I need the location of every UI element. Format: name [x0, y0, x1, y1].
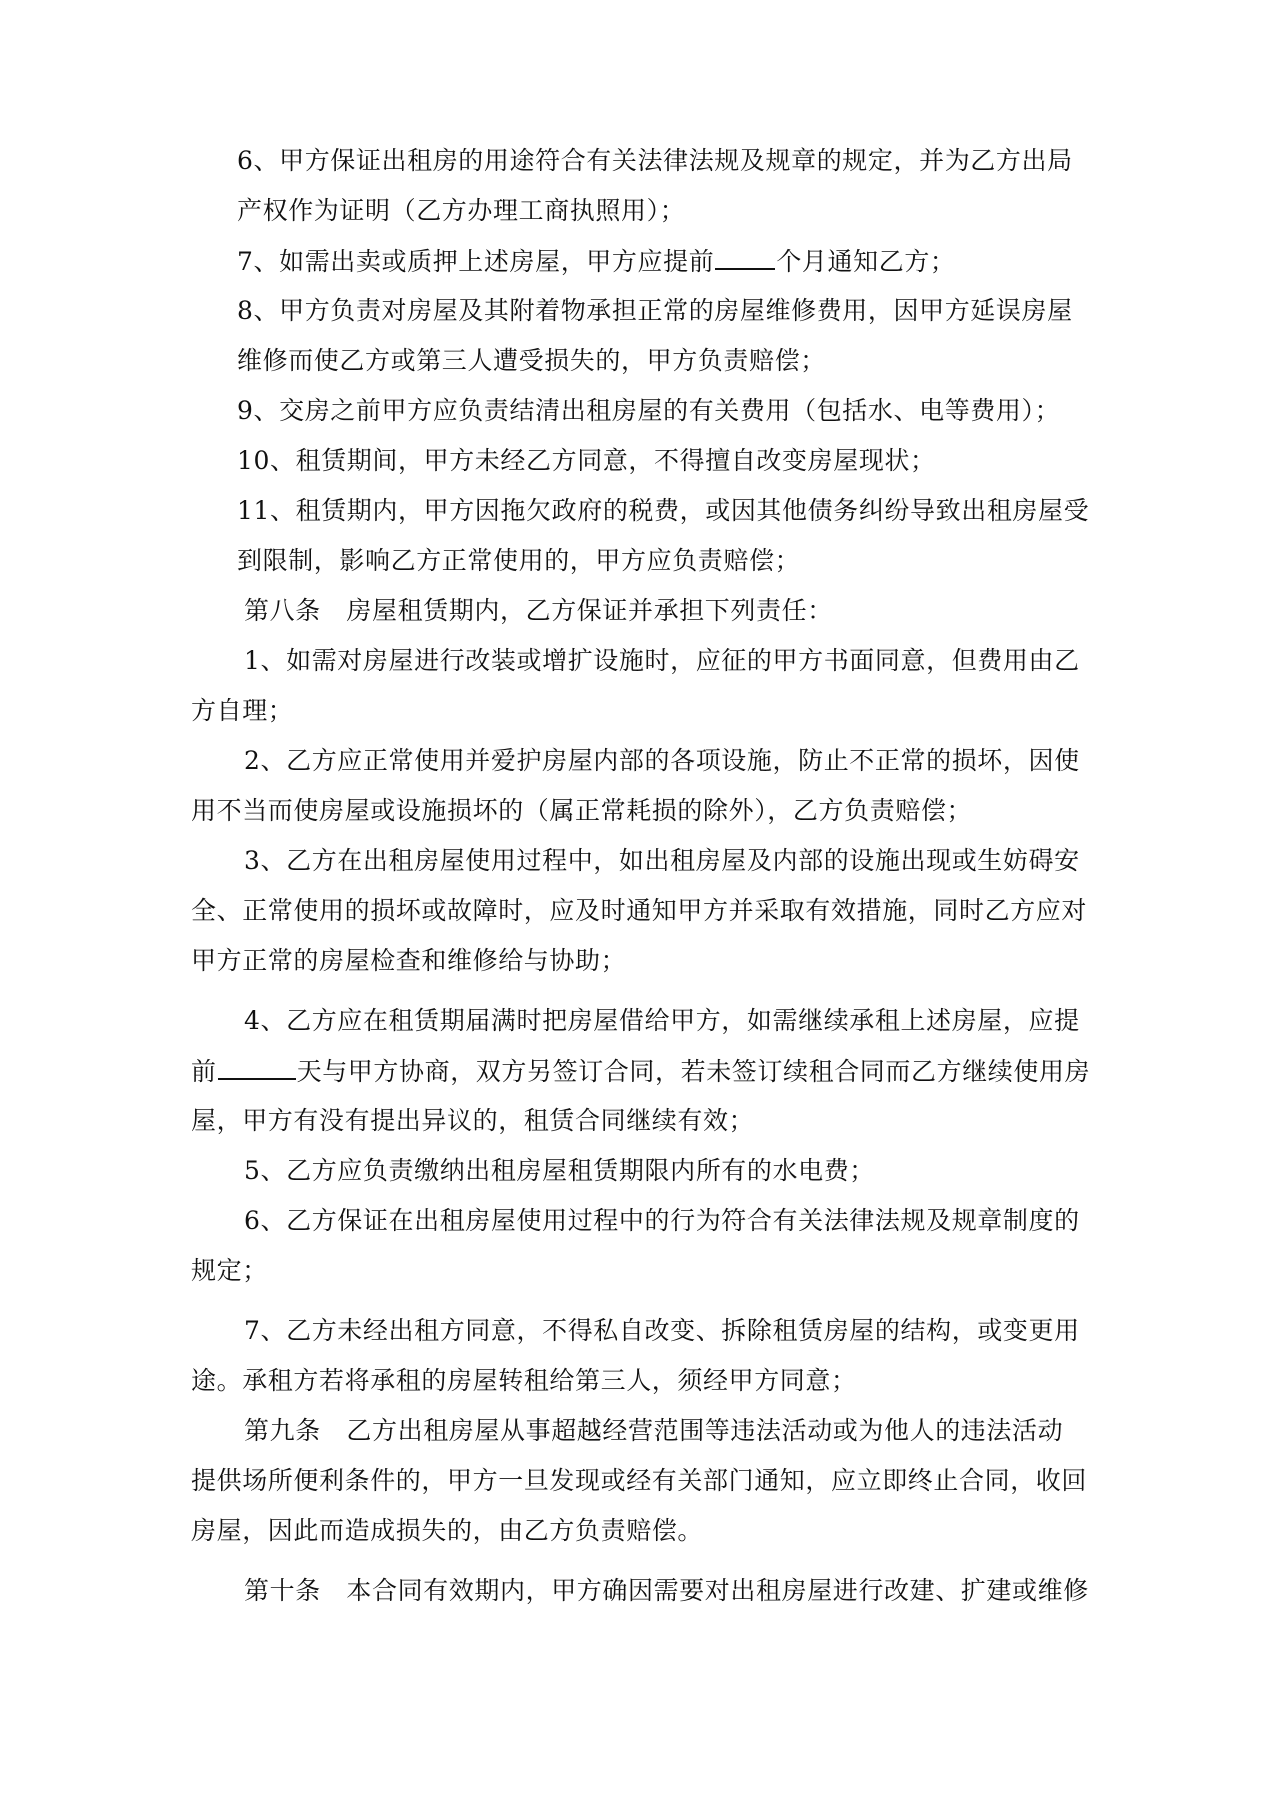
- text-line: [237, 146, 1073, 176]
- text-line-content: 8、甲方负责对房屋及其附着物承担正常的房屋维修费用，因甲方延误房屋: [237, 296, 1073, 325]
- text-line-content: 途。承租方若将承租的房屋转租给第三人，须经甲方同意；: [191, 1366, 857, 1395]
- text-line-content: 第八条 房屋租赁期内，乙方保证并承担下列责任：: [244, 596, 833, 625]
- text-line-content: 9、交房之前甲方应负责结清出租房屋的有关费用（包括水、电等费用）；: [237, 396, 1061, 425]
- text-line: [244, 1156, 875, 1186]
- text-line: [244, 846, 1080, 876]
- text-line-content: 10、租赁期间，甲方未经乙方同意，不得擅自改变房屋现状；: [237, 446, 936, 475]
- text-line: [191, 1056, 1090, 1087]
- text-line-content: 11、租赁期内，甲方因拖欠政府的税费，或因其他债务纠纷导致出租房屋受: [237, 496, 1090, 525]
- text-line-content: 2、乙方应正常使用并爱护房屋内部的各项设施，防止不正常的损坏，因使: [244, 746, 1080, 775]
- text-line: [191, 1106, 754, 1136]
- text-line: [237, 446, 936, 476]
- text-line: [244, 1006, 1080, 1036]
- text-line-content: 第九条 乙方出租房屋从事超越经营范围等违法活动或为他人的违法活动: [244, 1416, 1064, 1445]
- text-line-content: 7、乙方未经出租方同意，不得私自改变、拆除租赁房屋的结构，或变更用: [244, 1316, 1080, 1345]
- text-line: [191, 796, 972, 826]
- text-line-content: 房屋，因此而造成损失的，由乙方负责赔偿。: [191, 1516, 704, 1545]
- text-line: [237, 196, 685, 226]
- text-line-content: 产权作为证明（乙方办理工商执照用）；: [237, 196, 686, 225]
- article-heading-10: [244, 1576, 1089, 1606]
- text-line-content: 3、乙方在出租房屋使用过程中，如出租房屋及内部的设施出现或生妨碍安: [244, 846, 1080, 875]
- text-line: [191, 1256, 268, 1286]
- text-line-content: 屋，甲方有没有提出异议的，租赁合同继续有效；: [191, 1106, 755, 1135]
- text-line-content: 5、乙方应负责缴纳出租房屋租赁期限内所有的水电费；: [244, 1156, 875, 1185]
- article-heading-8: [244, 596, 833, 626]
- article-heading-9: [244, 1416, 1063, 1446]
- text-line: [191, 696, 293, 726]
- text-line: [191, 946, 626, 976]
- text-line-content: 甲方正常的房屋检查和维修给与协助；: [191, 946, 627, 975]
- text-line: [237, 346, 826, 376]
- text-line-content: 维修而使乙方或第三人遭受损失的，甲方负责赔偿；: [237, 346, 826, 375]
- text-line: [191, 1466, 1087, 1496]
- text-line-content: 全、正常使用的损坏或故障时，应及时通知甲方并采取有效措施，同时乙方应对: [191, 896, 1088, 925]
- text-line: [244, 1316, 1080, 1346]
- blank-underline: [218, 1056, 296, 1080]
- text-line: [237, 296, 1073, 326]
- text-line: [237, 246, 956, 277]
- text-line-content: 用不当而使房屋或设施损坏的（属正常耗损的除外），乙方负责赔偿；: [191, 796, 973, 825]
- text-line: [237, 546, 800, 576]
- text-line-content: 规定；: [191, 1256, 268, 1285]
- text-line-content: 6、甲方保证出租房的用途符合有关法律法规及规章的规定，并为乙方出局: [237, 146, 1073, 175]
- text-line-content: 6、乙方保证在出租房屋使用过程中的行为符合有关法律法规及规章制度的: [244, 1206, 1080, 1235]
- text-line-content: 前: [191, 1057, 217, 1086]
- text-line: [191, 1366, 857, 1396]
- text-line: [191, 1516, 703, 1546]
- text-line-content: 4、乙方应在租赁期届满时把房屋借给甲方，如需继续承租上述房屋，应提: [244, 1006, 1080, 1035]
- text-line-content: 个月通知乙方；: [776, 247, 956, 276]
- text-line: [244, 646, 1080, 676]
- text-line: [191, 896, 1087, 926]
- text-line: [237, 396, 1060, 426]
- text-line-content: 方自理；: [191, 696, 294, 725]
- text-line-content: 7、如需出卖或质押上述房屋，甲方应提前: [237, 247, 715, 276]
- text-line: [244, 1206, 1080, 1236]
- text-line-content: 第十条 本合同有效期内，甲方确因需要对出租房屋进行改建、扩建或维修: [244, 1576, 1089, 1605]
- text-line-content: 到限制，影响乙方正常使用的，甲方应负责赔偿；: [237, 546, 801, 575]
- text-line: [237, 496, 1089, 526]
- text-line-content: 提供场所便利条件的，甲方一旦发现或经有关部门通知，应立即终止合同，收回: [191, 1466, 1088, 1495]
- blank-underline: [715, 246, 775, 270]
- text-line-content: 天与甲方协商，双方另签订合同，若未签订续租合同而乙方继续使用房: [296, 1057, 1091, 1086]
- text-line: [244, 746, 1080, 776]
- text-line-content: 1、如需对房屋进行改装或增扩设施时，应征的甲方书面同意，但费用由乙: [244, 646, 1080, 675]
